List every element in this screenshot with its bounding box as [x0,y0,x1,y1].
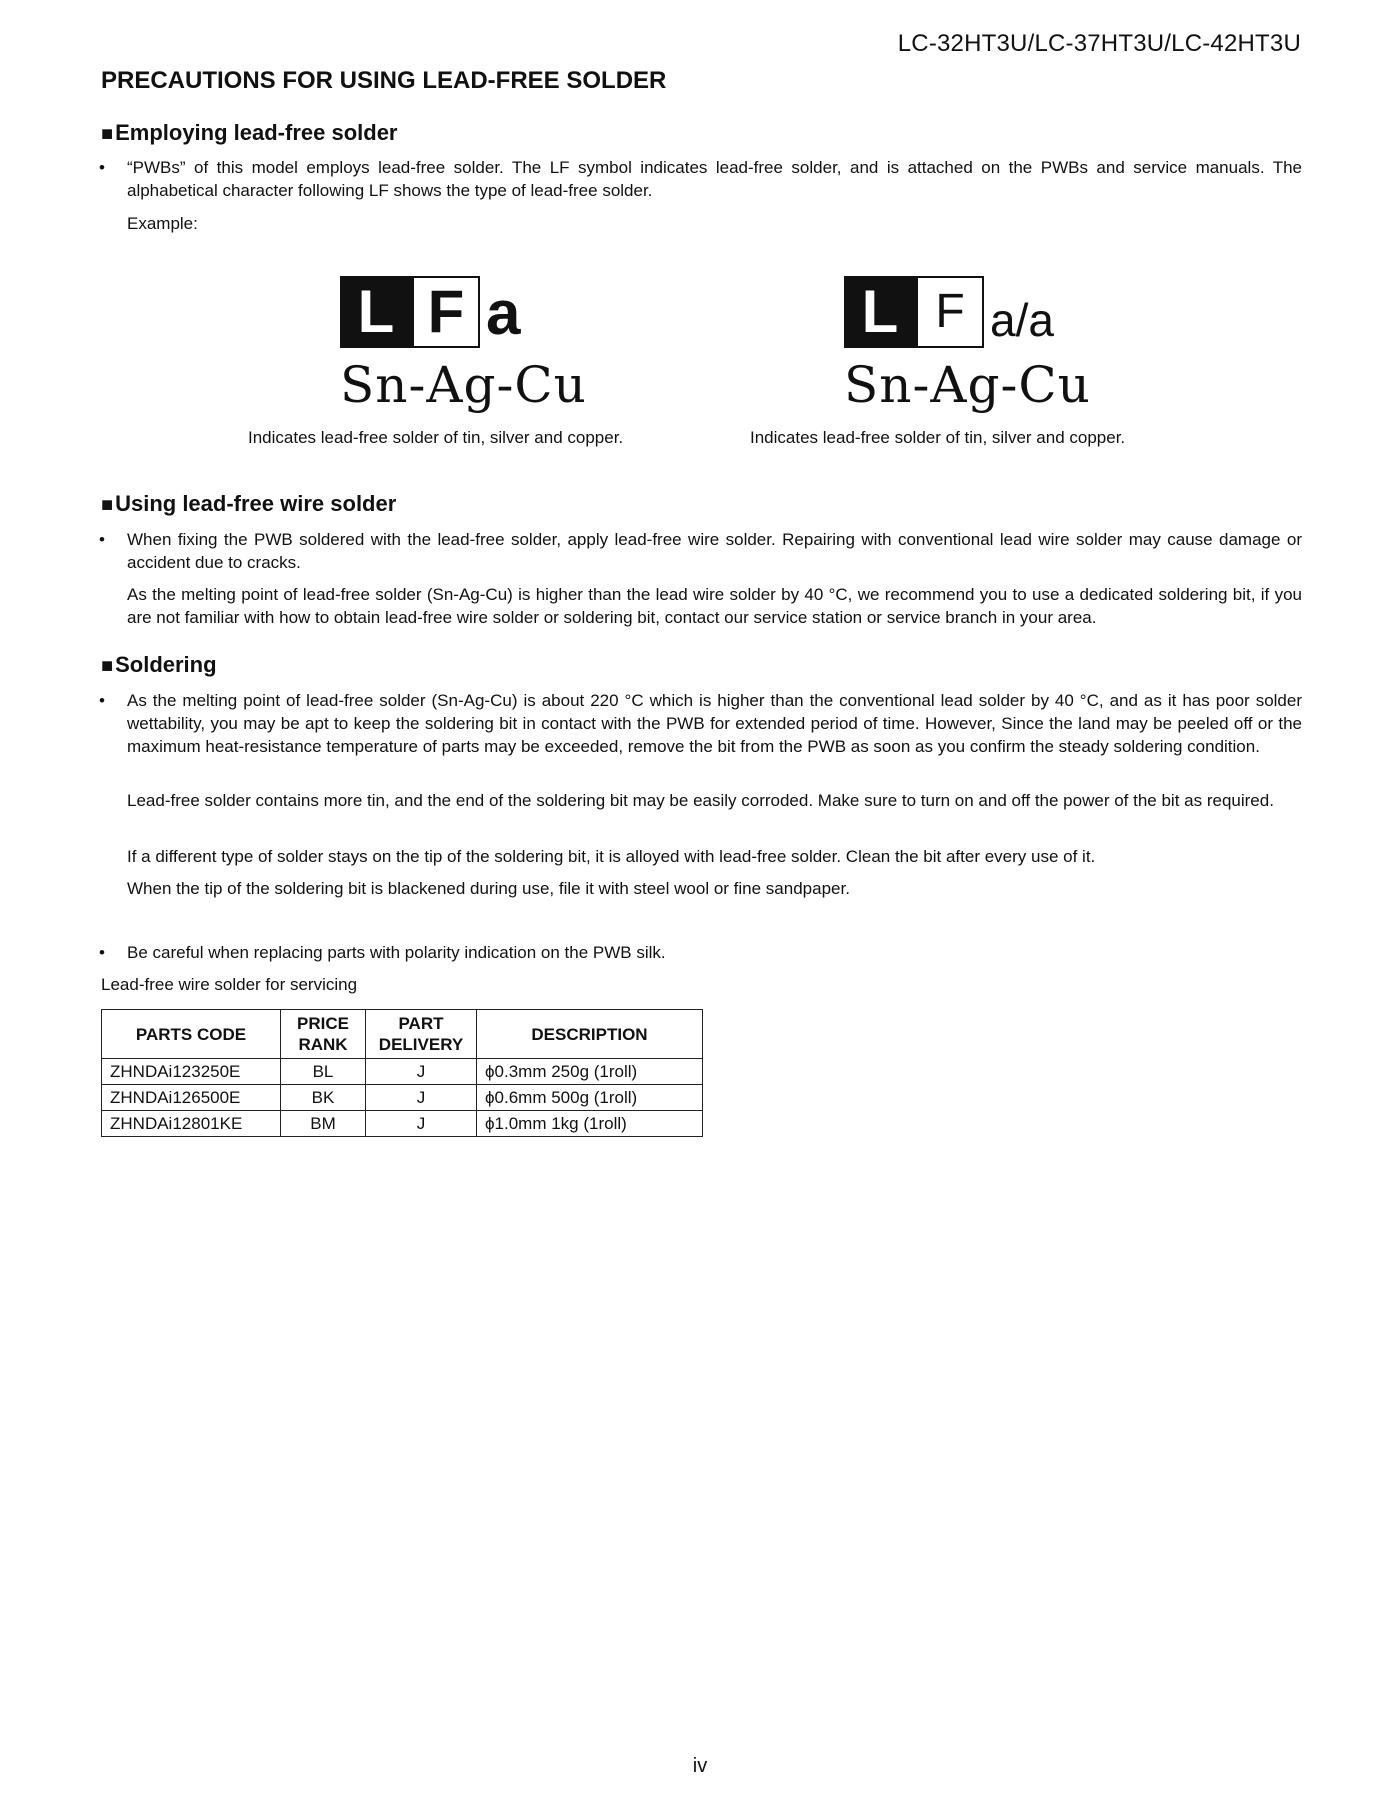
polarity-paragraph: Be careful when replacing parts with polarity indication on the PWB silk. [127,943,666,962]
table-row [102,1059,703,1085]
soldering-paragraph-4: When the tip of the soldering bit is blackened during use, file it with steel wool or fine sandpaper. [127,879,850,898]
cell-rank: BM [281,1111,366,1137]
cell-rank: BL [281,1059,366,1085]
lf-symbol-aa [844,276,1091,414]
model-number: LC-32HT3U/LC-37HT3U/LC-42HT3U [897,30,1301,57]
square-bullet-icon: ■ [101,655,114,677]
alloy-label: Sn-Ag-Cu [340,356,587,414]
header-parts-code: PARTS CODE [102,1010,281,1059]
lf-l-box: L [844,276,916,348]
wire-paragraph: When fixing the PWB soldered with the lead-free solder, apply lead-free wire solder. Repairing with conventional lead wire solder may cause damage or accident due to cracks. [127,530,1302,572]
cell-rank: BK [281,1085,366,1111]
square-bullet-icon: ■ [101,123,114,145]
lf-l-box: L [340,276,412,348]
header-price-rank: PRICE RANK [281,1010,366,1059]
page-title: PRECAUTIONS FOR USING LEAD-FREE SOLDER [101,67,667,94]
lf-caption-a: Indicates lead-free solder of tin, silver and copper. [248,428,624,447]
table-label: Lead-free wire solder for servicing [101,975,358,994]
table-row [102,1085,703,1111]
section-heading-employing: ■Employing lead-free solder [101,120,398,145]
square-bullet-icon: ■ [101,494,114,516]
cell-code: ZHNDAi12801KE [102,1111,281,1137]
cell-description: ϕ0.3mm 250g (1roll) [477,1059,703,1085]
cell-delivery: J [366,1085,477,1111]
bullet-icon: • [99,943,105,962]
bullet-icon: • [99,530,105,549]
lf-f-box: F [916,276,984,348]
cell-description: ϕ1.0mm 1kg (1roll) [477,1111,703,1137]
table-row [102,1111,703,1137]
cell-delivery: J [366,1059,477,1085]
header-part-delivery: PART DELIVERY [366,1010,477,1059]
lf-suffix: a [486,279,521,348]
lf-f-box: F [412,276,480,348]
lf-caption-aa: Indicates lead-free solder of tin, silver and copper. [750,428,1126,447]
soldering-paragraph: As the melting point of lead-free solder (Sn-Ag-Cu) is about 220 °C which is higher than the conventional lead solder by 40 °C, and as it has poor solder wettability, you may be apt to keep the soldering bit in contact with the PWB for extended period of time. However, Since the land may be peeled off or the maximum heat-resistance temperature of parts may be exceeded, remove the bit from the PWB as soon as you confirm the steady soldering condition. [127,691,1302,756]
cell-delivery: J [366,1111,477,1137]
soldering-paragraph-2: Lead-free solder contains more tin, and the end of the soldering bit may be easily corroded. Make sure to turn on and off the power of the bit as required. [127,791,1274,810]
cell-description: ϕ0.6mm 500g (1roll) [477,1085,703,1111]
section-heading-wire: ■Using lead-free wire solder [101,491,397,516]
cell-code: ZHNDAi126500E [102,1085,281,1111]
example-label: Example: [127,214,198,233]
table-header-row [102,1010,703,1059]
parts-table [101,1009,703,1137]
lf-suffix: a/a [990,294,1054,346]
soldering-paragraph-3: If a different type of solder stays on the tip of the soldering bit, it is alloyed with lead-free solder. Clean the bit after every use of it. [127,847,1096,866]
bullet-icon: • [99,691,105,710]
section-heading-soldering: ■Soldering [101,652,217,677]
header-description: DESCRIPTION [477,1010,703,1059]
cell-code: ZHNDAi123250E [102,1059,281,1085]
employing-paragraph: “PWBs” of this model employs lead-free solder. The LF symbol indicates lead-free solder, and is attached on the PWBs and service manuals. The alphabetical character following LF shows the type of lead-free solder. [127,158,1302,200]
alloy-label: Sn-Ag-Cu [844,356,1091,414]
page-number: iv [692,1755,708,1777]
lf-symbol-a [340,276,587,414]
wire-paragraph-2: As the melting point of lead-free solder (Sn-Ag-Cu) is higher than the lead wire solder by 40 °C, we recommend you to use a dedicated soldering bit, if you are not familiar with how to obtain lead-free wire solder or soldering bit, contact our service station or service branch in your area. [127,585,1302,627]
bullet-icon: • [99,158,105,177]
